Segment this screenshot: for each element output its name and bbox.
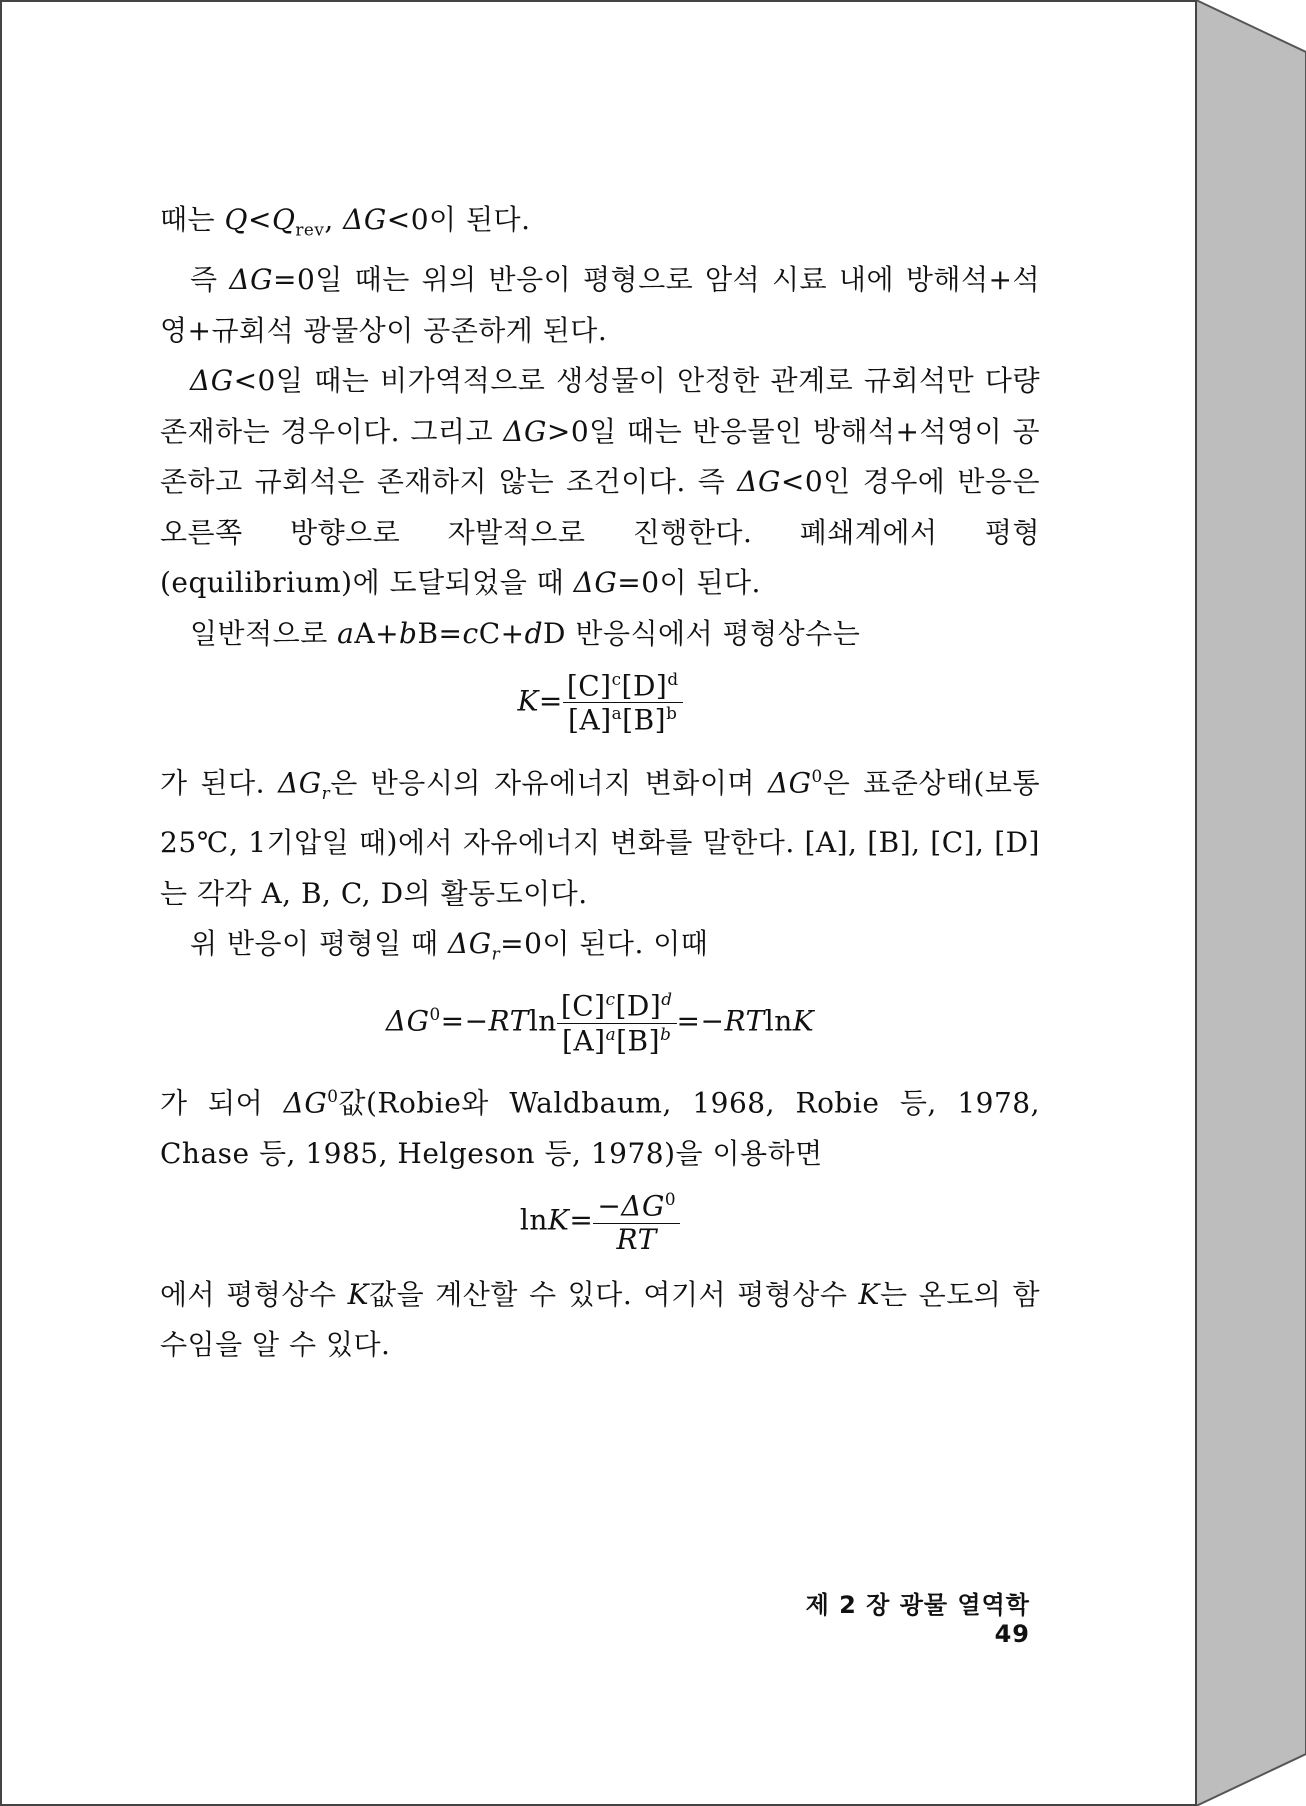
page-footer: 제 2 장 광물 열역학 49 xyxy=(805,1591,1030,1648)
paragraph-8: 에서 평형상수 K값을 계산할 수 있다. 여기서 평형상수 K는 온도의 함수임을 알 수 있다. xyxy=(160,1277,1040,1362)
paragraph-2: 즉 ΔG=0일 때는 위의 반응이 평형으로 암석 시료 내에 방해석+석영+규회석 광물상이 공존하게 된다. xyxy=(160,263,1040,347)
equation-equilibrium-constant: K= $\frac{[C]^c[D]^d}{[A]^a[B]^b}$ xyxy=(160,671,1040,735)
denominator: RT xyxy=(616,1222,657,1256)
numerator: $[C]^c[D]^d$ xyxy=(557,991,677,1023)
paragraph-4: 일반적으로 aA+bB=cC+dD 반응식에서 평형상수는 xyxy=(190,616,861,650)
fraction xyxy=(557,991,677,1055)
paragraph-6: 위 반응이 평형일 때 $\Delta G_r=0$이 된다. 이때 xyxy=(190,927,709,964)
numerator: $-\Delta G^0$ xyxy=(593,1191,680,1223)
equation-gibbs-energy: $\Delta G^0=-RTln$ $\frac{[C]^c[D]^d}{[A]^a[B]^b}$ =−RTlnK xyxy=(385,989,815,1057)
numerator: $[C]^c[D]^d$ xyxy=(563,671,683,703)
paragraph-3: ΔG<0일 때는 비가역적으로 생성물이 안정한 관계로 규회석만 다량 존재하는 경우이다. 그리고 ΔG>0일 때는 반응물인 방해석+석영이 공존하고 규회석은 존재하지 않는 조건이다. 즉 ΔG<0인 경우에 반응은 오른쪽 방향으로 자발적으로 진행한다. 폐쇄계에서 평형(equilibrium)에 도달되었을 때 ΔG=0이 된다. xyxy=(160,364,1040,600)
page-content xyxy=(160,195,1040,1371)
fraction xyxy=(563,671,683,735)
denominator: $[A]^a[B]^b$ xyxy=(562,1023,672,1057)
paragraph-5: 가 된다. $\Delta G_r$은 반응시의 자유에너지 변화이며 $\Delta G^0$은 표준상태(보통 25℃, 1기압일 때)에서 자유에너지 변화를 말한다. [A], [B], [C], [D]는 각각 A, B, C, D의 활동도이다. xyxy=(160,765,1040,910)
paragraph-1: 때는 $Q<Q_{rev}$, ΔG<0이 된다. xyxy=(160,203,531,240)
equation-ln-k: lnK= $\frac{-\Delta G^0}{RT}$ xyxy=(160,1191,1040,1253)
page-stack-edge xyxy=(1196,0,1306,1806)
denominator: $[A]^a[B]^b$ xyxy=(568,703,678,737)
paragraph-7: 가 되어 $\Delta G^0$값(Robie와 Waldbaum, 1968, Robie 등, 1978, Chase 등, 1985, Helgeson 등, 1978)을 이용하면 xyxy=(160,1085,1040,1170)
